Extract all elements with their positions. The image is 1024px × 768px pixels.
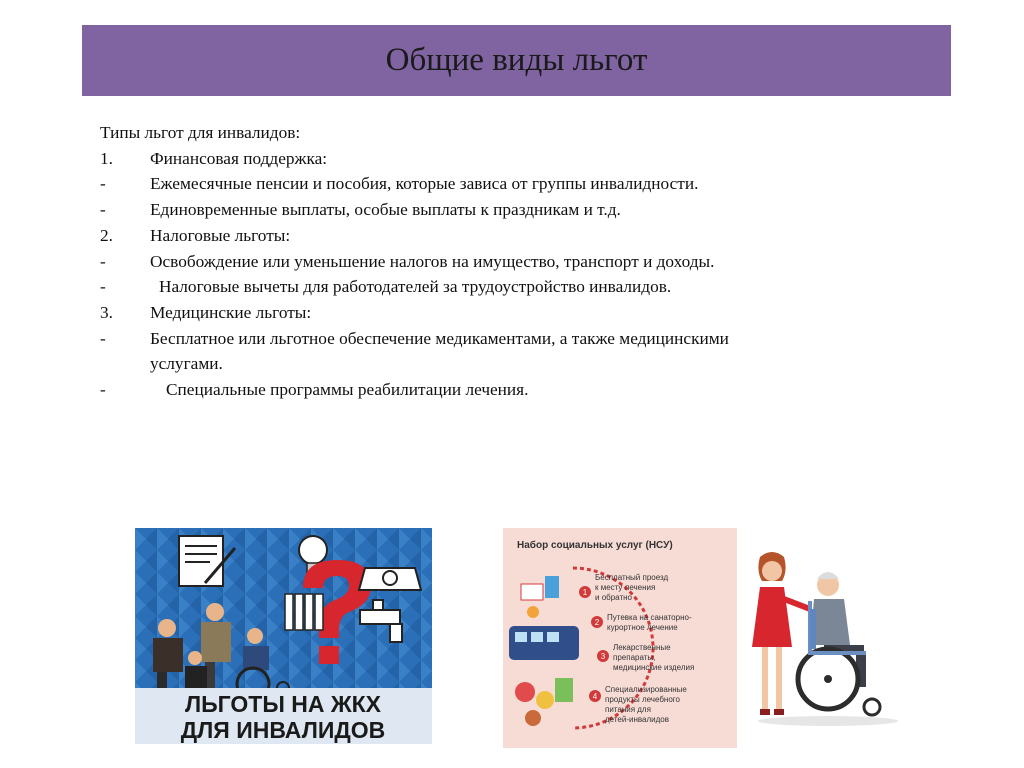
list-item: 3. Медицинские льготы: (100, 302, 312, 322)
slide-title: Общие виды льгот (385, 42, 648, 78)
list-item: 1. Финансовая поддержка: (100, 148, 328, 168)
zhkh-caption-line2: ДЛЯ ИНВАЛИДОВ (180, 717, 386, 743)
list-item: - Бесплатное или льготное обеспечение медикаментами, а также медицинскими услугами. (100, 328, 729, 374)
svg-text:детей-инвалидов: детей-инвалидов (605, 715, 670, 724)
svg-text:медицинские изделия: медицинские изделия (613, 663, 695, 672)
benefits-list (100, 120, 780, 403)
tram-illustration (509, 626, 579, 660)
svg-text:к месту лечения: к месту лечения (595, 583, 656, 592)
nsu-infographic (503, 528, 737, 748)
svg-text:Лекарственные: Лекарственные (613, 643, 671, 652)
nsu-item-2 (591, 613, 692, 632)
svg-text:питания для: питания для (605, 705, 651, 714)
svg-text:Бесплатный проезд: Бесплатный проезд (595, 573, 669, 582)
svg-text:Путевка на санаторно-: Путевка на санаторно- (607, 613, 692, 622)
zhkh-benefits-image (135, 528, 432, 744)
svg-text:и обратно: и обратно (595, 593, 632, 602)
list-intro: Типы льгот для инвалидов: (100, 123, 301, 142)
title-bar (82, 25, 951, 96)
list-item: - Ежемесячные пенсии и пособия, которые зависа от группы инвалидности. (100, 174, 699, 194)
svg-text:4: 4 (592, 692, 598, 701)
list-item: 2. Налоговые льготы: (100, 225, 291, 245)
svg-text:Специализированные: Специализированные (605, 685, 687, 694)
svg-text:препараты,: препараты, (613, 653, 656, 662)
caregiver-wheelchair-image (748, 549, 902, 729)
svg-text:1: 1 (582, 588, 588, 597)
list-item: - Освобождение или уменьшение налогов на имущество, транспорт и доходы. (100, 251, 715, 271)
zhkh-caption-line1: ЛЬГОТЫ НА ЖКХ (184, 691, 382, 717)
svg-text:продукты лечебного: продукты лечебного (605, 695, 680, 704)
telephone-icon (359, 568, 421, 590)
svg-text:3: 3 (600, 652, 606, 661)
list-item: - Налоговые вычеты для работодателей за трудоустройство инвалидов. (100, 277, 672, 297)
svg-text:2: 2 (594, 618, 600, 627)
svg-text:курортное лечение: курортное лечение (607, 623, 678, 632)
list-item: - Специальные программы реабилитации лечения. (100, 380, 529, 400)
nsu-title: Набор социальных услуг (НСУ) (517, 540, 673, 551)
list-item: - Единовременные выплаты, особые выплаты к праздникам и т.д. (100, 200, 621, 220)
